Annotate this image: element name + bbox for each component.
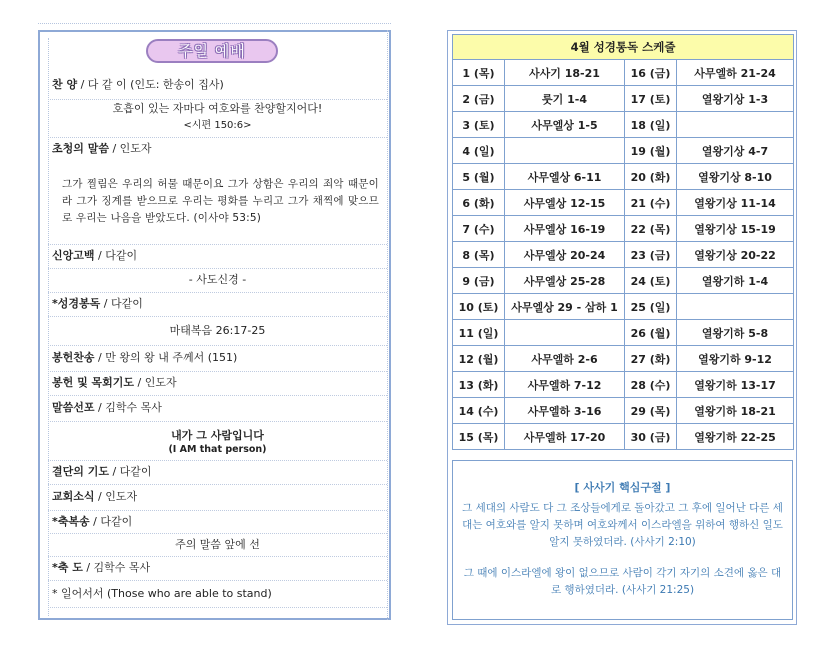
schedule-row (453, 424, 794, 450)
schedule-cell-date-left: 6 (화) (453, 190, 505, 216)
schedule-cell-date-right: 23 (금) (625, 242, 677, 268)
key-verse-2: 그 때에 이스라엘에 왕이 없으므로 사람이 각기 자기의 소견에 옳은 대로 행하였더라. (사사기 21:25) (463, 567, 782, 596)
praise-detail: / 다 같 이 (인도: 한송이 집사) (80, 78, 224, 91)
schedule-cell-reading-left: 룻기 1-4 (505, 86, 625, 112)
left-panel-top-dotted-line (38, 23, 391, 24)
offering-song-detail: / 만 왕의 왕 내 주께서 (151) (98, 351, 238, 364)
schedule-header-row (453, 35, 794, 60)
schedule-cell-reading-left: 사무엘하 3-16 (505, 398, 625, 424)
schedule-row (453, 294, 794, 320)
sermon-title-block (48, 421, 387, 460)
schedule-cell-reading-left (505, 138, 625, 164)
schedule-cell-date-left: 5 (월) (453, 164, 505, 190)
offering-prayer-detail: / 인도자 (137, 376, 177, 389)
schedule-title: 4월 성경통독 스케줄 (453, 35, 794, 60)
schedule-cell-date-left: 8 (목) (453, 242, 505, 268)
decision-prayer-detail: / 다같이 (112, 465, 152, 478)
schedule-row (453, 372, 794, 398)
left-panel-right-dotted-line (387, 30, 388, 620)
closing-song-detail: / 다같이 (93, 515, 133, 528)
closing-song-title: 주의 말씀 앞에 선 (48, 533, 387, 556)
schedule-cell-reading-left: 사무엘상 16-19 (505, 216, 625, 242)
schedule-cell-reading-left (505, 320, 625, 346)
call-scripture-text: 그가 찔림은 우리의 허물 때문이요 그가 상함은 우리의 죄악 때문이라 그가 징계를 받으므로 우리는 평화를 누리고 그가 채찍에 맞으므로 우리는 나음을 받았도다. (이사야 53:5) (62, 178, 379, 224)
schedule-row (453, 242, 794, 268)
call-scripture-block (48, 160, 387, 244)
schedule-cell-reading-right: 열왕기상 1-3 (677, 86, 794, 112)
call-label: 초청의 말씀 (52, 142, 109, 155)
praise-verse-text: 호흡이 있는 자마다 여호와를 찬양할지어다! (112, 102, 323, 115)
schedule-cell-date-left: 1 (목) (453, 60, 505, 86)
worship-title: 주일 예배 (146, 39, 278, 63)
closing-song-label: *축복송 (52, 515, 90, 528)
schedule-cell-reading-right: 열왕기상 15-19 (677, 216, 794, 242)
schedule-cell-reading-left: 사무엘하 17-20 (505, 424, 625, 450)
schedule-cell-reading-left: 사무엘상 29 - 삼하 1 (505, 294, 625, 320)
praise-verse-reference: <시편 150:6> (183, 120, 252, 131)
schedule-cell-date-right: 18 (일) (625, 112, 677, 138)
schedule-cell-reading-right: 열왕기하 13-17 (677, 372, 794, 398)
schedule-cell-date-right: 29 (목) (625, 398, 677, 424)
news-row (48, 484, 387, 510)
schedule-cell-reading-left: 사무엘상 20-24 (505, 242, 625, 268)
schedule-cell-date-right: 19 (월) (625, 138, 677, 164)
schedule-cell-reading-left: 사사기 18-21 (505, 60, 625, 86)
schedule-cell-reading-right: 열왕기하 5-8 (677, 320, 794, 346)
schedule-cell-date-left: 13 (화) (453, 372, 505, 398)
schedule-row (453, 346, 794, 372)
schedule-cell-date-right: 28 (수) (625, 372, 677, 398)
offering-song-label: 봉헌찬송 (52, 351, 95, 364)
offering-song-row (48, 345, 387, 371)
schedule-cell-reading-right: 열왕기상 4-7 (677, 138, 794, 164)
sermon-subtitle: (I AM that person) (168, 444, 267, 455)
schedule-cell-reading-left: 사무엘상 25-28 (505, 268, 625, 294)
schedule-cell-date-right: 22 (목) (625, 216, 677, 242)
schedule-row (453, 320, 794, 346)
schedule-cell-reading-right (677, 112, 794, 138)
schedule-cell-date-right: 21 (수) (625, 190, 677, 216)
sermon-label: 말씀선포 (52, 401, 95, 414)
schedule-cell-date-left: 10 (토) (453, 294, 505, 320)
schedule-cell-date-left: 2 (금) (453, 86, 505, 112)
schedule-cell-reading-left: 사무엘하 2-6 (505, 346, 625, 372)
sermon-title: 내가 그 사람입니다 (171, 429, 264, 442)
schedule-cell-date-right: 27 (화) (625, 346, 677, 372)
news-detail: / 인도자 (98, 490, 138, 503)
creed-row (48, 244, 387, 268)
schedule-cell-reading-right: 열왕기하 1-4 (677, 268, 794, 294)
decision-prayer-row (48, 460, 387, 484)
decision-prayer-label: 결단의 기도 (52, 465, 109, 478)
schedule-row (453, 268, 794, 294)
schedule-row (453, 86, 794, 112)
reading-passage: 마태복음 26:17-25 (48, 316, 387, 345)
call-detail: / 인도자 (112, 142, 152, 155)
benediction-label: *축 도 (52, 561, 83, 574)
creed-sub: - 사도신경 - (48, 268, 387, 292)
schedule-cell-reading-right: 열왕기상 20-22 (677, 242, 794, 268)
reading-row (48, 292, 387, 316)
key-verse-1: 그 세대의 사람도 다 그 조상들에게로 돌아갔고 그 후에 일어난 다른 세대는 여호와를 알지 못하며 여호와께서 이스라엘을 위하여 행하신 일도 알지 못하였더라. (사사기 2:10) (462, 502, 783, 548)
reading-schedule-table (452, 34, 794, 450)
schedule-cell-date-right: 20 (화) (625, 164, 677, 190)
offering-prayer-label: 봉헌 및 목회기도 (52, 376, 135, 389)
schedule-row (453, 398, 794, 424)
praise-verse-block (48, 99, 387, 137)
standing-footnote: * 일어서서 (Those who are able to stand) (48, 580, 387, 608)
reading-detail: / 다같이 (103, 297, 143, 310)
schedule-row (453, 164, 794, 190)
schedule-row (453, 60, 794, 86)
schedule-row (453, 138, 794, 164)
schedule-cell-date-left: 12 (월) (453, 346, 505, 372)
closing-song-row (48, 510, 387, 533)
schedule-cell-reading-left: 사무엘하 7-12 (505, 372, 625, 398)
schedule-cell-reading-left: 사무엘상 1-5 (505, 112, 625, 138)
schedule-cell-reading-right: 열왕기상 8-10 (677, 164, 794, 190)
schedule-row (453, 216, 794, 242)
benediction-row (48, 556, 387, 580)
schedule-cell-reading-right (677, 294, 794, 320)
key-verses-title: [ 사사기 핵심구절 ] (574, 481, 671, 494)
schedule-cell-date-left: 15 (목) (453, 424, 505, 450)
schedule-cell-reading-left: 사무엘상 6-11 (505, 164, 625, 190)
schedule-cell-date-right: 17 (토) (625, 86, 677, 112)
reading-label: *성경봉독 (52, 297, 101, 310)
call-row (48, 137, 387, 160)
schedule-row (453, 190, 794, 216)
schedule-cell-date-left: 11 (일) (453, 320, 505, 346)
schedule-cell-date-left: 7 (수) (453, 216, 505, 242)
schedule-cell-reading-right: 열왕기상 11-14 (677, 190, 794, 216)
schedule-cell-date-right: 26 (월) (625, 320, 677, 346)
schedule-cell-date-right: 25 (일) (625, 294, 677, 320)
schedule-cell-reading-right: 사무엘하 21-24 (677, 60, 794, 86)
schedule-cell-date-left: 3 (토) (453, 112, 505, 138)
sermon-row (48, 395, 387, 421)
schedule-cell-reading-right: 열왕기하 22-25 (677, 424, 794, 450)
offering-prayer-row (48, 371, 387, 395)
schedule-cell-date-right: 30 (금) (625, 424, 677, 450)
benediction-detail: / 김학수 목사 (86, 561, 151, 574)
praise-row (48, 75, 387, 99)
schedule-cell-date-left: 4 (일) (453, 138, 505, 164)
schedule-cell-date-right: 16 (금) (625, 60, 677, 86)
schedule-cell-reading-right: 열왕기하 9-12 (677, 346, 794, 372)
praise-label: 찬 양 (52, 78, 78, 91)
key-verses-box (452, 460, 793, 620)
schedule-cell-date-left: 9 (금) (453, 268, 505, 294)
creed-detail: / 다같이 (98, 249, 138, 262)
schedule-cell-reading-right: 열왕기하 18-21 (677, 398, 794, 424)
schedule-cell-date-left: 14 (수) (453, 398, 505, 424)
news-label: 교회소식 (52, 490, 95, 503)
schedule-cell-date-right: 24 (토) (625, 268, 677, 294)
schedule-cell-reading-left: 사무엘상 12-15 (505, 190, 625, 216)
sermon-detail: / 김학수 목사 (98, 401, 162, 414)
schedule-row (453, 112, 794, 138)
creed-label: 신앙고백 (52, 249, 95, 262)
